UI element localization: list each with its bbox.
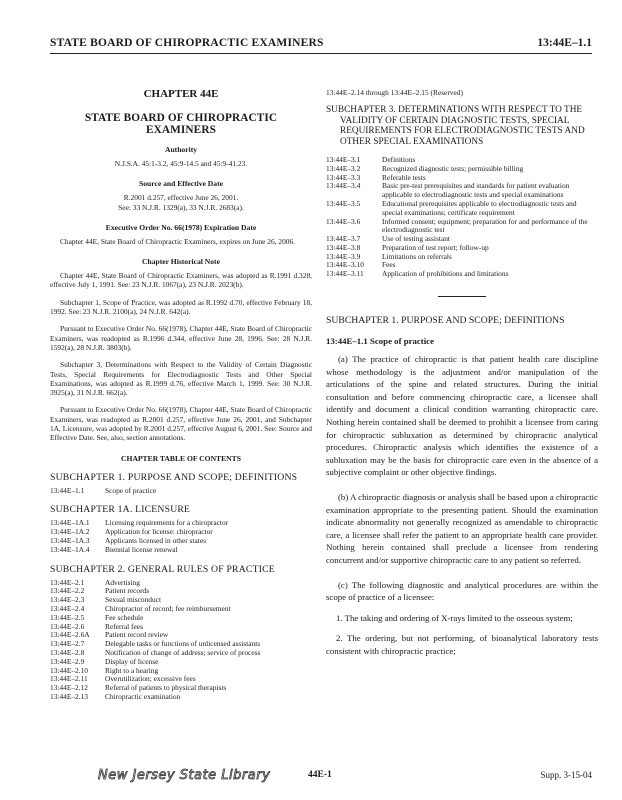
toc-number: 13:44E–2.2 — [50, 586, 85, 596]
toc-title: Application of prohibitions and limitations — [382, 269, 509, 279]
running-header — [50, 37, 592, 54]
toc-title: Overutilization; excessive fees — [105, 674, 196, 684]
subchapter-2-contents — [50, 579, 312, 702]
toc-title: Recognized diagnostic tests; permissible billing — [382, 163, 524, 173]
toc-number: 13:44E–2.10 — [50, 665, 88, 675]
page-number: 44E-1 — [308, 770, 332, 780]
toc-number: 13:44E–3.11 — [326, 269, 364, 279]
section-heading: 13:44E–1.1 Scope of practice — [326, 336, 434, 347]
section-divider — [438, 296, 486, 297]
toc-title: Notification of change of address; service of process — [105, 648, 261, 657]
subchapter-1a-heading: SUBCHAPTER 1A. LICENSURE — [50, 504, 191, 516]
toc-number: 13:44E–2.3 — [50, 595, 85, 605]
historical-note-2: Subchapter 1, Scope of Practice, was adopted as R.1992 d.70, effective February 18, 1992. See: 23 N.J.R. 2100(a), 24 N.J.R. 642(a). — [50, 297, 312, 317]
toc-title: Educational prerequisites applicable to electrodiagnostic tests and special examinations; certificate requirement — [382, 198, 577, 217]
toc-number: 13:44E–2.5 — [50, 612, 85, 622]
toc-number: 13:44E–3.3 — [326, 172, 361, 182]
toc-title: Sexual misconduct — [105, 595, 162, 605]
toc-number: 13:44E–2.12 — [50, 683, 88, 693]
toc-title: Display of license — [105, 656, 159, 666]
subchapter-1a-contents — [50, 519, 312, 554]
toc-title: Use of testing assistant — [382, 234, 450, 244]
toc-title: Right to a hearing — [105, 665, 159, 675]
toc-number: 13:44E–2.8 — [50, 648, 85, 657]
toc-title: Referral of patients to physical therapists — [105, 683, 227, 693]
source-text-2: See: 33 N.J.R. 1329(a), 33 N.J.R. 2683(a). — [118, 202, 244, 212]
toc-number: 13:44E–2.6A — [50, 630, 90, 640]
list-item-1: 1. The taking and ordering of X-rays limited to the osseous system; — [336, 612, 573, 623]
subchapter-1-contents — [50, 487, 312, 496]
historical-note-5: Pursuant to Executive Order No. 66(1978), Chapter 44E, State Board of Chiropractic Examiners, was readopted as R.2001 d.257, effective June 26, 2001, and Subchapter 1A, Licensure, was adopted by R.2001 d.257, effective August 6, 2001. See: Source and Effective Date. See, also, section annotations. — [50, 405, 312, 443]
reserved-sections: 13:44E–2.14 through 13:44E–2.15 (Reserved) — [326, 88, 463, 97]
toc-number: 13:44E–3.10 — [326, 260, 364, 270]
toc-number: 13:44E–3.4 — [326, 181, 361, 191]
toc-title: Informed consent; equipment; preparation for and performance of the electrodiagnostic test — [382, 216, 588, 235]
toc-number: 13:44E–2.4 — [50, 604, 85, 614]
toc-number: 13:44E–1A.3 — [50, 536, 90, 546]
toc-title: Fees — [382, 260, 396, 270]
toc-title: Licensing requirements for a chiropractor — [105, 518, 229, 528]
toc-number: 13:44E–2.7 — [50, 639, 85, 649]
subchapter-3-heading: SUBCHAPTER 3. DETERMINATIONS WITH RESPECT TO THE VALIDITY OF CERTAIN DIAGNOSTIC TESTS, SPECIAL REQUIREMENTS FOR ELECTRODIAGNOSTIC TESTS AND OTHER SPECIAL EXAMINATIONS — [326, 105, 585, 147]
toc-title: Application for license: chiropractor — [105, 527, 213, 537]
header-title: STATE BOARD OF CHIROPRACTIC EXAMINERS — [50, 37, 324, 49]
library-watermark: New Jersey State Library — [98, 768, 271, 783]
historical-note-4: Subchapter 3, Determinations with Respect to the Validity of Certain Diagnostic Tests, Special Requirements for Electrodiagnostic Tests and Other Special Examinations, was adopted as R.1999 d.76, effective March 1, 1999. See: 30 N.J.R. 3925(a), 31 N.J.R. 662(a). — [50, 360, 312, 398]
table-of-contents-heading: CHAPTER TABLE OF CONTENTS — [121, 453, 241, 463]
toc-title: Referable tests — [382, 172, 426, 182]
chapter-title: STATE BOARD OF CHIROPRACTIC EXAMINERS — [84, 112, 278, 136]
toc-number: 13:44E–3.2 — [326, 163, 361, 173]
list-item-2: 2. The ordering, but not performing, of bioanalytical laboratory tests consistent with chiropractic practice; — [326, 633, 598, 656]
executive-order-heading: Executive Order No. 66(1978) Expiration Date — [105, 222, 257, 232]
toc-number: 13:44E–1.1 — [50, 485, 85, 495]
paragraph-a: (a) The practice of chiropractic is that patient health care discipline whose methodology is the adjustment and/or manipulation of the articulations of the spine and related structures. During the initial consultation and before commencing chiropractic care, a licensee shall identify and document a clinical condition warranting chiropractic care. Nothing herein contained shall be deemed to prohibit a licensee from caring for chiropractic subluxation as determined by chiropractic analytical procedures. Chiropractic analysis which identifies the existence of a subluxation may be the basis for chiropractic care even in the absence of a subjective complaint or other objective findings. — [326, 354, 598, 478]
toc-number: 13:44E–1A.1 — [50, 518, 90, 528]
subchapter-1-heading: SUBCHAPTER 1. PURPOSE AND SCOPE; DEFINITIONS — [50, 471, 298, 483]
toc-title: Advertising — [105, 577, 140, 587]
authority-text: N.J.S.A. 45:1-3.2, 45:9-14.5 and 45:9-41.23. — [114, 159, 248, 168]
toc-number: 13:44E–2.9 — [50, 656, 85, 666]
toc-title: Chiropractor of record; fee reimbursement — [105, 604, 231, 614]
toc-number: 13:44E–2.13 — [50, 691, 88, 701]
toc-title: Applicants licensed in other states — [105, 536, 206, 546]
toc-title: Delegable tasks or functions of unlicensed assistants — [105, 639, 261, 649]
historical-note-1: Chapter 44E, State Board of Chiropractic Examiners, was adopted as R.1991 d.328, effective July 1, 1991. See: 23 N.J.R. 1067(a), 23 N.J.R. 2023(b). — [50, 271, 312, 290]
page-footer — [98, 768, 592, 784]
historical-note-heading: Chapter Historical Note — [142, 257, 220, 267]
toc-number: 13:44E–1A.4 — [50, 544, 90, 554]
toc-number: 13:44E–3.9 — [326, 251, 361, 261]
toc-number: 13:44E–3.5 — [326, 198, 361, 208]
toc-number: 13:44E–3.8 — [326, 242, 361, 252]
subchapter-3-contents — [326, 156, 598, 279]
subchapter-2-heading: SUBCHAPTER 2. GENERAL RULES OF PRACTICE — [50, 563, 275, 575]
toc-number: 13:44E–3.6 — [326, 216, 361, 226]
toc-title: Preparation of test report; follow-up — [382, 242, 489, 252]
toc-number: 13:44E–3.7 — [326, 234, 361, 244]
toc-number: 13:44E–2.1 — [50, 577, 85, 587]
historical-note-3: Pursuant to Executive Order No. 66(1978), Chapter 44E, State Board of Chiropractic Examiners, was readopted as R.1996 d.344, effective June 28, 1996. See: 28 N.J.R. 1592(a), 28 N.J.R. 3803(b). — [50, 324, 312, 352]
authority-heading: Authority — [164, 145, 198, 154]
chapter-number: CHAPTER 44E — [143, 88, 219, 100]
toc-title: Basic pre-test prerequisites and standards for patient evaluation applicable to electrodiagnostic tests and special examinations — [382, 181, 570, 200]
toc-title: Fee schedule — [105, 612, 144, 622]
toc-title: Limitations on referrals — [382, 251, 452, 261]
left-column — [50, 88, 312, 704]
source-heading: Source and Effective Date — [138, 179, 223, 189]
toc-title: Chiropractic examination — [105, 691, 181, 701]
toc-number: 13:44E–2.11 — [50, 674, 88, 684]
right-column — [326, 88, 598, 658]
paragraph-c: (c) The following diagnostic and analytical procedures are within the scope of practice of a licensee: — [326, 579, 598, 603]
toc-title: Scope of practice — [105, 485, 157, 495]
source-text-1: R.2001 d.257, effective June 26, 2001. — [123, 193, 239, 203]
toc-title: Referral fees — [105, 621, 143, 631]
toc-number: 13:44E–3.1 — [326, 154, 361, 164]
toc-title: Patient records — [105, 586, 150, 596]
toc-number: 13:44E–2.6 — [50, 621, 85, 631]
executive-order-text: Chapter 44E, State Board of Chiropractic Examiners, expires on June 26, 2006. — [60, 236, 296, 246]
supplement-date: Supp. 3-15-04 — [540, 770, 592, 780]
toc-title: Patient record review — [105, 630, 169, 640]
subchapter-1-title: SUBCHAPTER 1. PURPOSE AND SCOPE; DEFINITIONS — [326, 315, 565, 327]
header-section-number: 13:44E–1.1 — [537, 37, 592, 49]
toc-title: Biennial license renewal — [105, 544, 178, 554]
toc-number: 13:44E–1A.2 — [50, 527, 90, 537]
toc-title: Definitions — [382, 154, 416, 164]
paragraph-b: (b) A chiropractic diagnosis or analysis shall be based upon a chiropractic examination appropriate to the presenting patient. Should the examination indicate abnormality not generally recognized as amendable to chiropractic care, a licensee shall refer the patient to an appropriate health care provider. Nothing herein contained shall preclude a licensee from rendering concurrent and/or supportive chiropractic care to any patient so referred. — [326, 492, 598, 565]
